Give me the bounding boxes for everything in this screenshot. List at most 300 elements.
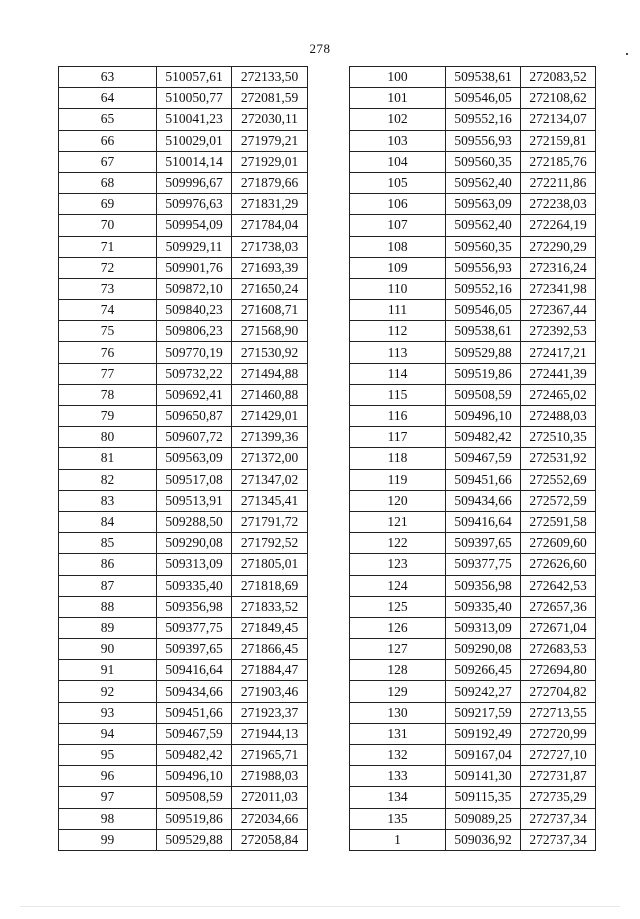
y-coordinate-cell: 271792,52 <box>232 533 308 554</box>
y-coordinate-cell: 272392,53 <box>521 321 596 342</box>
point-number-cell: 126 <box>350 617 446 638</box>
point-number-cell: 124 <box>350 575 446 596</box>
point-number-cell: 112 <box>350 321 446 342</box>
x-coordinate-cell: 509546,05 <box>446 88 521 109</box>
y-coordinate-cell: 271460,88 <box>232 384 308 405</box>
x-coordinate-cell: 509954,09 <box>157 215 232 236</box>
x-coordinate-cell: 509036,92 <box>446 829 521 850</box>
x-coordinate-cell: 509416,64 <box>446 511 521 532</box>
table-row <box>350 511 596 532</box>
y-coordinate-cell: 272316,24 <box>521 257 596 278</box>
point-number-cell: 96 <box>59 766 157 787</box>
y-coordinate-cell: 272083,52 <box>521 67 596 88</box>
table-row <box>350 554 596 575</box>
y-coordinate-cell: 272727,10 <box>521 745 596 766</box>
table-row <box>350 829 596 850</box>
x-coordinate-cell: 509562,40 <box>446 172 521 193</box>
table-row <box>59 342 308 363</box>
y-coordinate-cell: 272081,59 <box>232 88 308 109</box>
y-coordinate-cell: 272671,04 <box>521 617 596 638</box>
x-coordinate-cell: 509467,59 <box>446 448 521 469</box>
x-coordinate-cell: 509519,86 <box>446 363 521 384</box>
table-row <box>59 575 308 596</box>
table-row <box>59 660 308 681</box>
y-coordinate-cell: 271831,29 <box>232 194 308 215</box>
y-coordinate-cell: 272720,99 <box>521 723 596 744</box>
y-coordinate-cell: 272341,98 <box>521 278 596 299</box>
y-coordinate-cell: 272735,29 <box>521 787 596 808</box>
y-coordinate-cell: 272058,84 <box>232 829 308 850</box>
point-number-cell: 80 <box>59 427 157 448</box>
x-coordinate-cell: 509546,05 <box>446 300 521 321</box>
table-row <box>350 172 596 193</box>
x-coordinate-cell: 509377,75 <box>446 554 521 575</box>
x-coordinate-cell: 509377,75 <box>157 617 232 638</box>
y-coordinate-cell: 271884,47 <box>232 660 308 681</box>
table-row <box>59 363 308 384</box>
table-row <box>59 109 308 130</box>
table-row <box>350 808 596 829</box>
y-coordinate-cell: 272034,66 <box>232 808 308 829</box>
point-number-cell: 91 <box>59 660 157 681</box>
x-coordinate-cell: 509560,35 <box>446 236 521 257</box>
x-coordinate-cell: 509901,76 <box>157 257 232 278</box>
x-coordinate-cell: 509840,23 <box>157 300 232 321</box>
point-number-cell: 73 <box>59 278 157 299</box>
x-coordinate-cell: 509335,40 <box>446 596 521 617</box>
page-number: 278 <box>309 41 331 56</box>
table-row <box>350 575 596 596</box>
y-coordinate-cell: 271929,01 <box>232 151 308 172</box>
x-coordinate-cell: 509538,61 <box>446 321 521 342</box>
y-coordinate-cell: 272552,69 <box>521 469 596 490</box>
table-row <box>350 617 596 638</box>
point-number-cell: 118 <box>350 448 446 469</box>
x-coordinate-cell: 509356,98 <box>157 596 232 617</box>
table-row <box>350 130 596 151</box>
table-row <box>350 596 596 617</box>
y-coordinate-cell: 271784,04 <box>232 215 308 236</box>
point-number-cell: 88 <box>59 596 157 617</box>
table-row <box>59 554 308 575</box>
point-number-cell: 97 <box>59 787 157 808</box>
y-coordinate-cell: 271805,01 <box>232 554 308 575</box>
point-number-cell: 69 <box>59 194 157 215</box>
table-row <box>350 88 596 109</box>
table-row <box>59 681 308 702</box>
point-number-cell: 86 <box>59 554 157 575</box>
point-number-cell: 113 <box>350 342 446 363</box>
point-number-cell: 83 <box>59 490 157 511</box>
point-number-cell: 133 <box>350 766 446 787</box>
table-row <box>350 321 596 342</box>
table-row <box>59 172 308 193</box>
table-row <box>350 194 596 215</box>
x-coordinate-cell: 510029,01 <box>157 130 232 151</box>
table-row <box>350 151 596 172</box>
point-number-cell: 71 <box>59 236 157 257</box>
x-coordinate-cell: 509313,09 <box>446 617 521 638</box>
x-coordinate-cell: 509806,23 <box>157 321 232 342</box>
x-coordinate-cell: 509976,63 <box>157 194 232 215</box>
table-row <box>350 67 596 88</box>
x-coordinate-cell: 509607,72 <box>157 427 232 448</box>
point-number-cell: 125 <box>350 596 446 617</box>
coordinates-table-left-body <box>59 67 308 851</box>
point-number-cell: 95 <box>59 745 157 766</box>
y-coordinate-cell: 272488,03 <box>521 406 596 427</box>
table-row <box>59 533 308 554</box>
x-coordinate-cell: 509732,22 <box>157 363 232 384</box>
y-coordinate-cell: 271791,72 <box>232 511 308 532</box>
x-coordinate-cell: 509192,49 <box>446 723 521 744</box>
table-row <box>59 723 308 744</box>
x-coordinate-cell: 509519,86 <box>157 808 232 829</box>
point-number-cell: 81 <box>59 448 157 469</box>
table-row <box>59 469 308 490</box>
x-coordinate-cell: 509089,25 <box>446 808 521 829</box>
table-row <box>350 702 596 723</box>
y-coordinate-cell: 271347,02 <box>232 469 308 490</box>
table-row <box>59 130 308 151</box>
point-number-cell: 82 <box>59 469 157 490</box>
point-number-cell: 102 <box>350 109 446 130</box>
table-row <box>59 384 308 405</box>
point-number-cell: 1 <box>350 829 446 850</box>
x-coordinate-cell: 509552,16 <box>446 109 521 130</box>
point-number-cell: 66 <box>59 130 157 151</box>
table-row <box>350 427 596 448</box>
table-row <box>59 808 308 829</box>
y-coordinate-cell: 271988,03 <box>232 766 308 787</box>
table-row <box>59 300 308 321</box>
y-coordinate-cell: 271965,71 <box>232 745 308 766</box>
table-row <box>59 448 308 469</box>
y-coordinate-cell: 271979,21 <box>232 130 308 151</box>
point-number-cell: 94 <box>59 723 157 744</box>
table-row <box>350 639 596 660</box>
y-coordinate-cell: 271738,03 <box>232 236 308 257</box>
y-coordinate-cell: 271568,90 <box>232 321 308 342</box>
y-coordinate-cell: 271608,71 <box>232 300 308 321</box>
table-row <box>59 745 308 766</box>
x-coordinate-cell: 509451,66 <box>446 469 521 490</box>
x-coordinate-cell: 509290,08 <box>157 533 232 554</box>
y-coordinate-cell: 272367,44 <box>521 300 596 321</box>
table-row <box>59 257 308 278</box>
point-number-cell: 72 <box>59 257 157 278</box>
point-number-cell: 84 <box>59 511 157 532</box>
table-row <box>350 490 596 511</box>
table-row <box>350 300 596 321</box>
x-coordinate-cell: 509434,66 <box>446 490 521 511</box>
y-coordinate-cell: 271923,37 <box>232 702 308 723</box>
point-number-cell: 77 <box>59 363 157 384</box>
y-coordinate-cell: 272159,81 <box>521 130 596 151</box>
y-coordinate-cell: 272211,86 <box>521 172 596 193</box>
table-row <box>350 745 596 766</box>
y-coordinate-cell: 272185,76 <box>521 151 596 172</box>
coordinates-table-right <box>349 66 596 851</box>
point-number-cell: 74 <box>59 300 157 321</box>
y-coordinate-cell: 272591,58 <box>521 511 596 532</box>
point-number-cell: 128 <box>350 660 446 681</box>
point-number-cell: 85 <box>59 533 157 554</box>
y-coordinate-cell: 272731,87 <box>521 766 596 787</box>
point-number-cell: 116 <box>350 406 446 427</box>
table-row <box>350 384 596 405</box>
point-number-cell: 103 <box>350 130 446 151</box>
point-number-cell: 63 <box>59 67 157 88</box>
point-number-cell: 130 <box>350 702 446 723</box>
y-coordinate-cell: 271693,39 <box>232 257 308 278</box>
table-row <box>350 448 596 469</box>
point-number-cell: 99 <box>59 829 157 850</box>
point-number-cell: 79 <box>59 406 157 427</box>
y-coordinate-cell: 271530,92 <box>232 342 308 363</box>
point-number-cell: 129 <box>350 681 446 702</box>
table-row <box>59 639 308 660</box>
x-coordinate-cell: 510014,14 <box>157 151 232 172</box>
x-coordinate-cell: 509356,98 <box>446 575 521 596</box>
table-row <box>350 660 596 681</box>
y-coordinate-cell: 272417,21 <box>521 342 596 363</box>
table-row <box>59 406 308 427</box>
x-coordinate-cell: 509508,59 <box>446 384 521 405</box>
point-number-cell: 100 <box>350 67 446 88</box>
x-coordinate-cell: 509397,65 <box>157 639 232 660</box>
point-number-cell: 123 <box>350 554 446 575</box>
y-coordinate-cell: 272264,19 <box>521 215 596 236</box>
x-coordinate-cell: 509290,08 <box>446 639 521 660</box>
table-row <box>59 787 308 808</box>
y-coordinate-cell: 271944,13 <box>232 723 308 744</box>
y-coordinate-cell: 271903,46 <box>232 681 308 702</box>
y-coordinate-cell: 272531,92 <box>521 448 596 469</box>
x-coordinate-cell: 509538,61 <box>446 67 521 88</box>
table-row <box>59 88 308 109</box>
x-coordinate-cell: 509434,66 <box>157 681 232 702</box>
table-row <box>59 617 308 638</box>
point-number-cell: 119 <box>350 469 446 490</box>
x-coordinate-cell: 509288,50 <box>157 511 232 532</box>
y-coordinate-cell: 272683,53 <box>521 639 596 660</box>
y-coordinate-cell: 271818,69 <box>232 575 308 596</box>
y-coordinate-cell: 272108,62 <box>521 88 596 109</box>
point-number-cell: 65 <box>59 109 157 130</box>
x-coordinate-cell: 509242,27 <box>446 681 521 702</box>
point-number-cell: 132 <box>350 745 446 766</box>
x-coordinate-cell: 509482,42 <box>157 745 232 766</box>
point-number-cell: 70 <box>59 215 157 236</box>
point-number-cell: 122 <box>350 533 446 554</box>
y-coordinate-cell: 271429,01 <box>232 406 308 427</box>
point-number-cell: 107 <box>350 215 446 236</box>
table-row <box>59 829 308 850</box>
x-coordinate-cell: 509513,91 <box>157 490 232 511</box>
x-coordinate-cell: 509508,59 <box>157 787 232 808</box>
x-coordinate-cell: 509167,04 <box>446 745 521 766</box>
point-number-cell: 115 <box>350 384 446 405</box>
x-coordinate-cell: 509562,40 <box>446 215 521 236</box>
point-number-cell: 111 <box>350 300 446 321</box>
y-coordinate-cell: 271399,36 <box>232 427 308 448</box>
x-coordinate-cell: 509115,35 <box>446 787 521 808</box>
x-coordinate-cell: 509313,09 <box>157 554 232 575</box>
table-row <box>59 194 308 215</box>
y-coordinate-cell: 272737,34 <box>521 829 596 850</box>
y-coordinate-cell: 272642,53 <box>521 575 596 596</box>
table-row <box>350 469 596 490</box>
x-coordinate-cell: 509563,09 <box>446 194 521 215</box>
table-row <box>350 257 596 278</box>
table-row <box>350 363 596 384</box>
point-number-cell: 101 <box>350 88 446 109</box>
point-number-cell: 67 <box>59 151 157 172</box>
x-coordinate-cell: 509563,09 <box>157 448 232 469</box>
table-row <box>59 67 308 88</box>
point-number-cell: 110 <box>350 278 446 299</box>
y-coordinate-cell: 272572,59 <box>521 490 596 511</box>
point-number-cell: 89 <box>59 617 157 638</box>
x-coordinate-cell: 509770,19 <box>157 342 232 363</box>
point-number-cell: 109 <box>350 257 446 278</box>
table-row <box>350 109 596 130</box>
y-coordinate-cell: 271879,66 <box>232 172 308 193</box>
x-coordinate-cell: 510050,77 <box>157 88 232 109</box>
point-number-cell: 68 <box>59 172 157 193</box>
y-coordinate-cell: 272290,29 <box>521 236 596 257</box>
x-coordinate-cell: 509650,87 <box>157 406 232 427</box>
x-coordinate-cell: 509482,42 <box>446 427 521 448</box>
y-coordinate-cell: 271650,24 <box>232 278 308 299</box>
x-coordinate-cell: 509397,65 <box>446 533 521 554</box>
y-coordinate-cell: 272441,39 <box>521 363 596 384</box>
table-row <box>350 215 596 236</box>
table-row <box>59 490 308 511</box>
x-coordinate-cell: 509929,11 <box>157 236 232 257</box>
point-number-cell: 64 <box>59 88 157 109</box>
y-coordinate-cell: 272657,36 <box>521 596 596 617</box>
x-coordinate-cell: 509416,64 <box>157 660 232 681</box>
point-number-cell: 87 <box>59 575 157 596</box>
table-row <box>59 151 308 172</box>
x-coordinate-cell: 509496,10 <box>446 406 521 427</box>
y-coordinate-cell: 272626,60 <box>521 554 596 575</box>
x-coordinate-cell: 509141,30 <box>446 766 521 787</box>
point-number-cell: 127 <box>350 639 446 660</box>
y-coordinate-cell: 272609,60 <box>521 533 596 554</box>
y-coordinate-cell: 272704,82 <box>521 681 596 702</box>
x-coordinate-cell: 510057,61 <box>157 67 232 88</box>
x-coordinate-cell: 509996,67 <box>157 172 232 193</box>
point-number-cell: 131 <box>350 723 446 744</box>
coordinates-table-right-body <box>350 67 596 851</box>
point-number-cell: 93 <box>59 702 157 723</box>
scan-speck <box>626 53 628 55</box>
y-coordinate-cell: 272465,02 <box>521 384 596 405</box>
point-number-cell: 135 <box>350 808 446 829</box>
x-coordinate-cell: 509692,41 <box>157 384 232 405</box>
x-coordinate-cell: 509517,08 <box>157 469 232 490</box>
y-coordinate-cell: 271372,00 <box>232 448 308 469</box>
table-row <box>350 236 596 257</box>
coordinates-table-left <box>58 66 308 851</box>
x-coordinate-cell: 509217,59 <box>446 702 521 723</box>
x-coordinate-cell: 509451,66 <box>157 702 232 723</box>
x-coordinate-cell: 509496,10 <box>157 766 232 787</box>
table-row <box>350 278 596 299</box>
table-row <box>59 215 308 236</box>
point-number-cell: 105 <box>350 172 446 193</box>
y-coordinate-cell: 272133,50 <box>232 67 308 88</box>
point-number-cell: 117 <box>350 427 446 448</box>
point-number-cell: 76 <box>59 342 157 363</box>
point-number-cell: 108 <box>350 236 446 257</box>
point-number-cell: 120 <box>350 490 446 511</box>
y-coordinate-cell: 271866,45 <box>232 639 308 660</box>
point-number-cell: 121 <box>350 511 446 532</box>
point-number-cell: 104 <box>350 151 446 172</box>
y-coordinate-cell: 271494,88 <box>232 363 308 384</box>
table-row <box>59 278 308 299</box>
point-number-cell: 98 <box>59 808 157 829</box>
x-coordinate-cell: 509467,59 <box>157 723 232 744</box>
point-number-cell: 134 <box>350 787 446 808</box>
x-coordinate-cell: 509556,93 <box>446 257 521 278</box>
y-coordinate-cell: 272134,07 <box>521 109 596 130</box>
table-row <box>350 342 596 363</box>
y-coordinate-cell: 272238,03 <box>521 194 596 215</box>
table-row <box>59 702 308 723</box>
point-number-cell: 106 <box>350 194 446 215</box>
point-number-cell: 114 <box>350 363 446 384</box>
x-coordinate-cell: 509872,10 <box>157 278 232 299</box>
x-coordinate-cell: 509560,35 <box>446 151 521 172</box>
x-coordinate-cell: 509529,88 <box>157 829 232 850</box>
point-number-cell: 90 <box>59 639 157 660</box>
x-coordinate-cell: 510041,23 <box>157 109 232 130</box>
table-row <box>350 723 596 744</box>
x-coordinate-cell: 509335,40 <box>157 575 232 596</box>
table-row <box>59 596 308 617</box>
table-row <box>59 236 308 257</box>
y-coordinate-cell: 271345,41 <box>232 490 308 511</box>
table-row <box>350 533 596 554</box>
y-coordinate-cell: 272510,35 <box>521 427 596 448</box>
point-number-cell: 78 <box>59 384 157 405</box>
scan-edge-line <box>20 906 620 907</box>
table-row <box>59 427 308 448</box>
x-coordinate-cell: 509266,45 <box>446 660 521 681</box>
table-row <box>59 766 308 787</box>
table-row <box>59 511 308 532</box>
table-row <box>350 787 596 808</box>
table-row <box>350 766 596 787</box>
point-number-cell: 92 <box>59 681 157 702</box>
y-coordinate-cell: 271833,52 <box>232 596 308 617</box>
y-coordinate-cell: 271849,45 <box>232 617 308 638</box>
y-coordinate-cell: 272737,34 <box>521 808 596 829</box>
table-row <box>350 406 596 427</box>
x-coordinate-cell: 509529,88 <box>446 342 521 363</box>
table-row <box>350 681 596 702</box>
x-coordinate-cell: 509556,93 <box>446 130 521 151</box>
point-number-cell: 75 <box>59 321 157 342</box>
y-coordinate-cell: 272694,80 <box>521 660 596 681</box>
y-coordinate-cell: 272713,55 <box>521 702 596 723</box>
table-row <box>59 321 308 342</box>
